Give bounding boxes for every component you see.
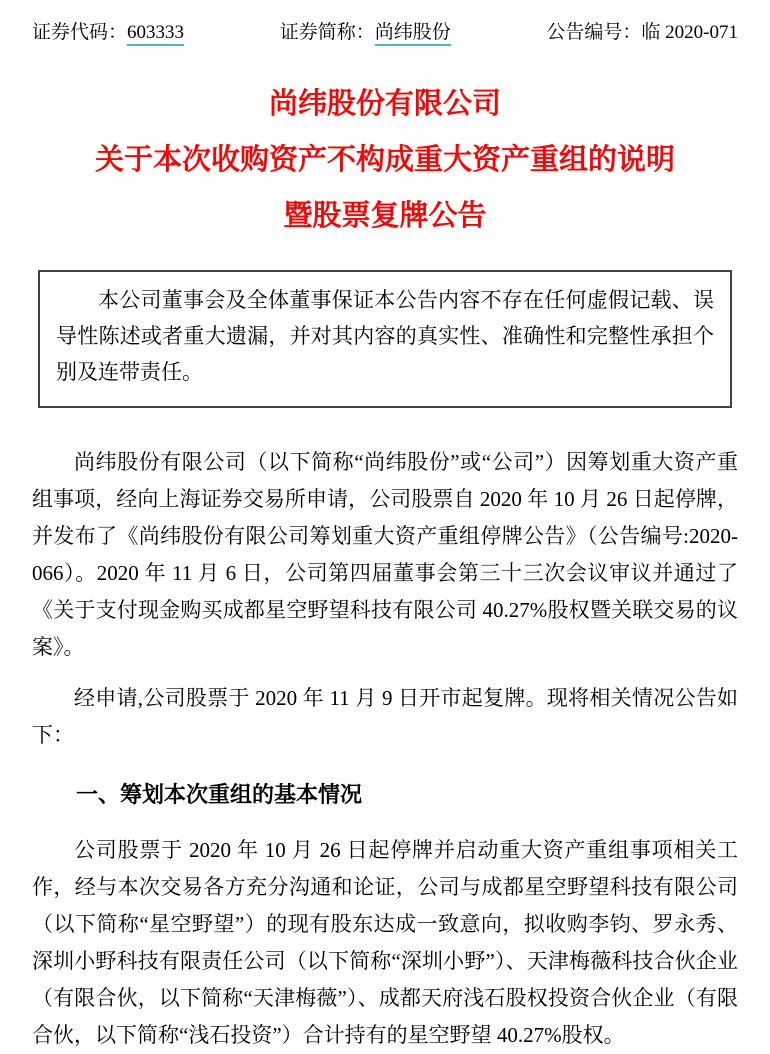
notice-number-value: 临 2020-071 [641, 22, 738, 43]
document-title [32, 76, 738, 244]
stock-code-value: 603333 [127, 22, 184, 46]
stock-name-value: 尚纬股份 [375, 22, 451, 46]
stock-code-field [32, 20, 184, 46]
title-line-resumption: 暨股票复牌公告 [283, 200, 487, 232]
paragraph-suspension-background: 尚纬股份有限公司（以下简称“尚纬股份”或“公司”）因筹划重大资产重组事项，经向上海证券交易所申请，公司股票自 2020 年 10 月 26 日起停牌，并发布了《尚纬股份有限公司筹划重大资产重组停牌公告》（公告编号:2020-066）。2020 年 11 月 6 日，公司第四届董事会第三十三次会议审议并通过了《关于支付现金购买成都星空野望科技有限公司 40.27%股权暨关联交易的议案》。 [32, 450, 738, 659]
section-1-heading: 一、筹划本次重组的基本情况 [76, 782, 363, 807]
title-line-subject: 关于本次收购资产不构成重大资产重组的说明 [94, 144, 675, 176]
title-line-company: 尚纬股份有限公司 [268, 88, 501, 120]
stock-code-label: 证券代码： [32, 22, 128, 43]
disclaimer-text: 本公司董事会及全体董事保证本公告内容不存在任何虚假记载、误导性陈述或者重大遗漏，并对其内容的真实性、准确性和完整性承担个别及连带责任。 [56, 288, 714, 384]
paragraph-resumption-notice: 经申请,公司股票于 2020 年 11 月 9 日开市起复牌。现将相关情况公告如下： [32, 686, 738, 747]
notice-number-field [546, 20, 738, 46]
disclaimer-box [38, 270, 732, 408]
document-header [32, 20, 738, 46]
stock-name-label: 证券简称： [279, 22, 375, 43]
stock-name-field [280, 20, 451, 46]
section-1-body: 公司股票于 2020 年 10 月 26 日起停牌并启动重大资产重组事项相关工作，经与本次交易各方充分沟通和论证，公司与成都星空野望科技有限公司（以下简称“星空野望”）的现有股东达成一致意向，拟收购李钧、罗永秀、深圳小野科技有限责任公司（以下简称“深圳小野”）、天津梅薇科技合伙企业（有限合伙，以下简称“天津梅薇”）、成都天府浅石股权投资合伙企业（有限合伙，以下简称“浅石投资”）合计持有的星空野望 40.27%股权。 [32, 838, 738, 1047]
notice-number-label: 公告编号： [546, 22, 642, 43]
